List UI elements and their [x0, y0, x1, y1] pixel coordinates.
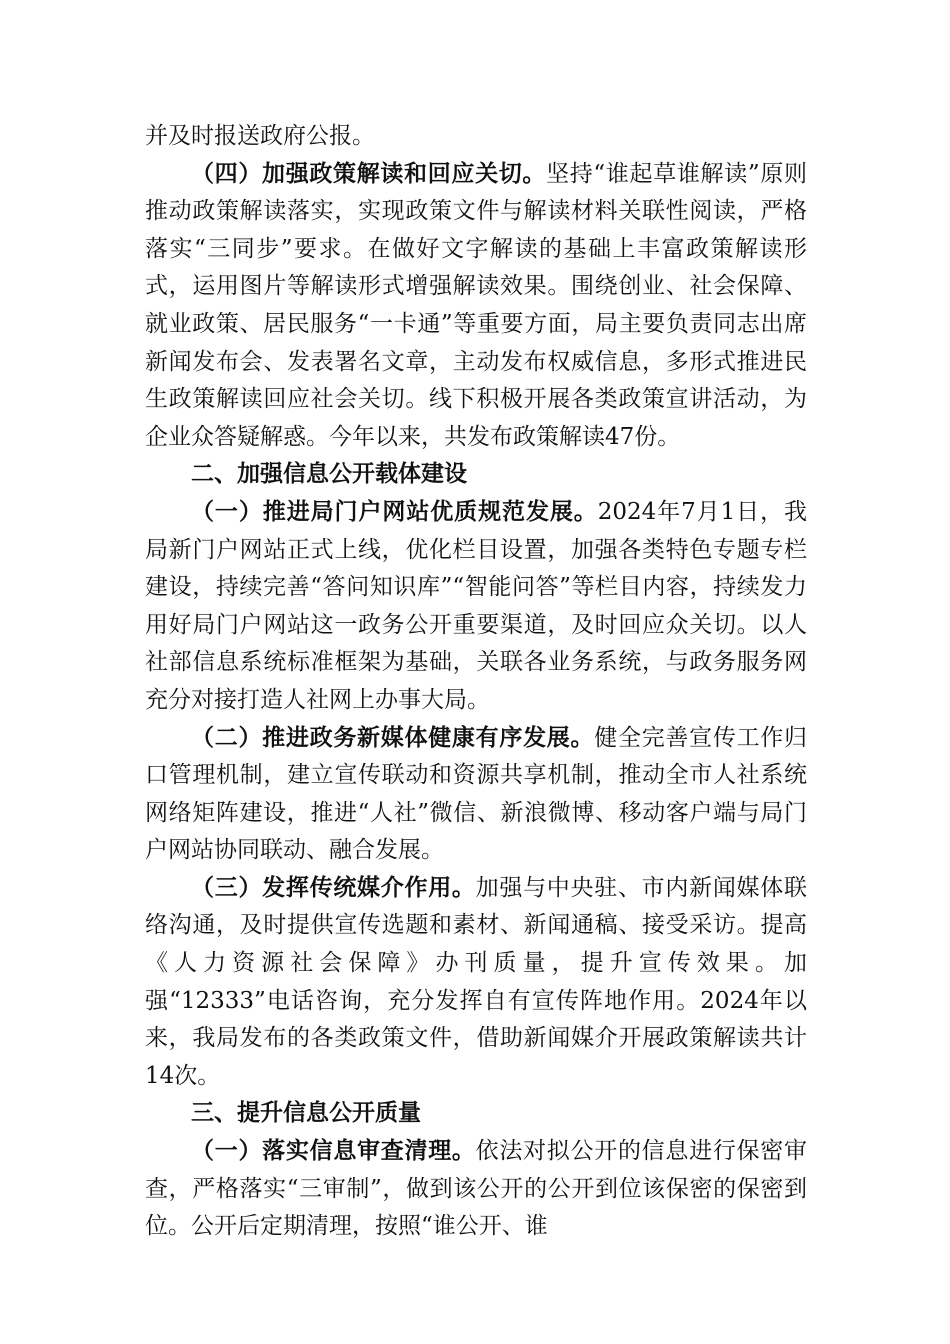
paragraph-text: 健全完善宣传工作归口管理机制，建立宣传联动和资源共享机制，推动全市人社系统网络矩阵建设，推进“人社”微信、新浪微博、移动客户端与局门户网站协同联动、融合发展。: [145, 724, 808, 864]
paragraph-text: 并及时报送政府公报。: [145, 123, 375, 149]
paragraph-lead: （三）发挥传统媒介作用。: [191, 874, 476, 901]
paragraph-traditional-media: [145, 870, 807, 1096]
paragraph-new-media: [145, 720, 807, 870]
section-heading-2: 二、加强信息公开载体建设: [191, 461, 467, 488]
paragraph-lead: （一）推进局门户网站优质规范发展。: [191, 498, 598, 525]
paragraph-text: 依法对拟公开的信息进行保密审查，严格落实“三审制”，做到该公开的公开到位该保密的保密到位。公开后定期清理，按照“谁公开、谁: [145, 1138, 808, 1240]
paragraph-continuation: [145, 118, 807, 156]
paragraph-lead: （一）落实信息审查清理。: [191, 1138, 476, 1165]
section-heading-3: 三、提升信息公开质量: [191, 1100, 421, 1127]
document-body: [145, 118, 807, 1246]
paragraph-lead: （四）加强政策解读和回应关切。: [191, 160, 547, 187]
paragraph-review-cleanup: [145, 1133, 807, 1246]
paragraph-text: 2024年7月1日，我局新门户网站正式上线，优化栏目设置，加强各类特色专题专栏建设，持续完善“答问知识库”“智能问答”等栏目内容，持续发力用好局门户网站这一政务公开重要渠道，及时回应众关切。以人社部信息系统标准框架为基础，关联各业务系统，与政务服务网充分对接打造人社网上办事大局。: [145, 498, 807, 713]
paragraph-policy-interpretation: [145, 156, 807, 457]
paragraph-portal-website: [145, 494, 807, 720]
paragraph-lead: （二）推进政务新媒体健康有序发展。: [191, 724, 595, 751]
paragraph-text: 加强与中央驻、市内新闻媒体联络沟通，及时提供宣传选题和素材、新闻通稿、接受采访。提高《人力资源社会保障》办刊质量，提升宣传效果。加强“12333”电话咨询，充分发挥自有宣传阵地作用。2024年以来，我局发布的各类政策文件，借助新闻媒介开展政策解读共计14次。: [145, 874, 808, 1089]
paragraph-text: 坚持“谁起草谁解读”原则推动政策解读落实，实现政策文件与解读材料关联性阅读，严格落实“三同步”要求。在做好文字解读的基础上丰富政策解读形式，运用图片等解读形式增强解读效果。围绕创业、社会保障、就业政策、居民服务“一卡通”等重要方面，局主要负责同志出席新闻发布会、发表署名文章，主动发布权威信息，多形式推进民生政策解读回应社会关切。线下积极开展各类政策宣讲活动，为企业众答疑解惑。今年以来，共发布政策解读47份。: [145, 160, 807, 450]
